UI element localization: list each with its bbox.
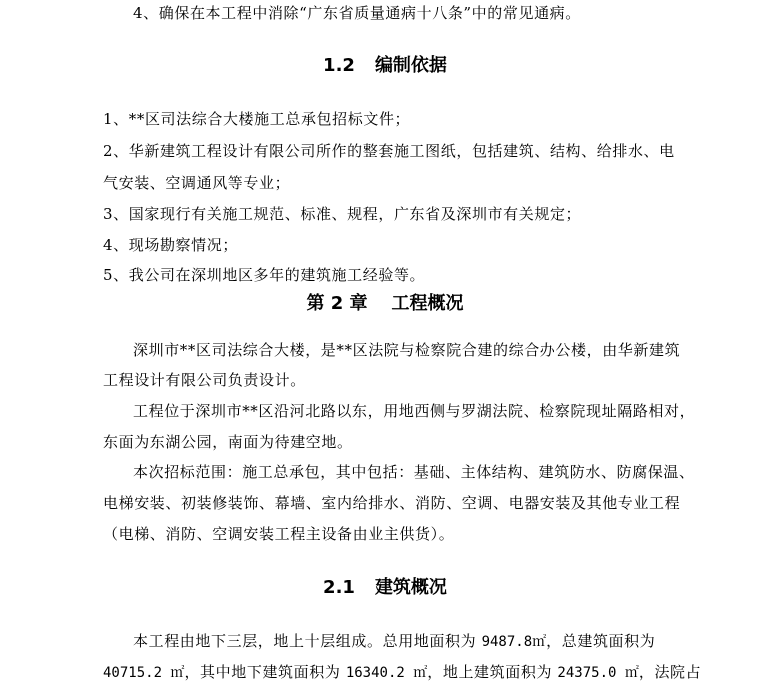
- total-area-value: 40715.2 ㎡: [103, 665, 185, 681]
- basis-item-4-continued: 4、确保在本工程中消除“广东省质量通病十八条”中的常见通病。: [133, 4, 581, 22]
- section-number: 1.2: [323, 55, 355, 76]
- text-run: ，地上建筑面积为: [427, 663, 558, 681]
- paragraph-line: 工程位于深圳市**区沿河北路以东，用地西侧与罗湖法院、检察院现址隔路相对，: [133, 402, 696, 420]
- paragraph-line: 电梯安装、初装修装饰、幕墙、室内给排水、消防、空调、电器安装及其他专业工程: [103, 494, 681, 512]
- paragraph-line: 工程设计有限公司负责设计。: [103, 371, 306, 389]
- section-title: 编制依据: [374, 55, 447, 76]
- land-area-value: 9487.8㎡: [481, 634, 547, 650]
- basis-item: 1、**区司法综合大楼施工总承包招标文件；: [103, 110, 411, 128]
- underground-area-value: 16340.2 ㎡: [345, 665, 428, 681]
- chapter-title: 工程概况: [391, 293, 464, 314]
- paragraph-line: [133, 631, 655, 652]
- section-heading-1-2: [0, 54, 770, 78]
- section-number: 2.1: [323, 577, 355, 598]
- text-run: ，总建筑面积为: [546, 632, 656, 650]
- basis-item: 3、国家现行有关施工规范、标准、规程，广东省及深圳市有关规定；: [103, 205, 582, 223]
- basis-item: 2、华新建筑工程设计有限公司所作的整套施工图纸，包括建筑、结构、给排水、电: [103, 142, 675, 160]
- basis-item: 4、现场勘察情况；: [103, 236, 238, 254]
- aboveground-area-value: 24375.0 ㎡: [557, 665, 639, 681]
- section-title: 建筑概况: [374, 577, 447, 598]
- section-heading-2-1: [0, 576, 770, 600]
- paragraph-line: 深圳市**区司法综合大楼，是**区法院与检察院合建的综合办公楼，由华新建筑: [133, 341, 681, 359]
- paragraph-line: 东面为东湖公园，南面为待建空地。: [103, 433, 353, 451]
- basis-item-continued: 气安装、空调通风等专业；: [103, 174, 291, 192]
- chapter-number: 第 2 章: [306, 293, 368, 314]
- basis-item: 5、我公司在深圳地区多年的建筑施工经验等。: [103, 266, 426, 284]
- paragraph-line: [103, 662, 701, 683]
- paragraph-line: （电梯、消防、空调安装工程主设备由业主供货）。: [103, 525, 455, 543]
- text-run: 本工程由地下三层，地上十层组成。总用地面积为: [133, 632, 482, 650]
- text-run: ，其中地下建筑面积为: [184, 663, 346, 681]
- chapter-heading-2: [0, 292, 770, 316]
- paragraph-line: 本次招标范围：施工总承包，其中包括：基础、主体结构、建筑防水、防腐保温、: [133, 463, 695, 481]
- text-run: ，法院占: [638, 663, 702, 681]
